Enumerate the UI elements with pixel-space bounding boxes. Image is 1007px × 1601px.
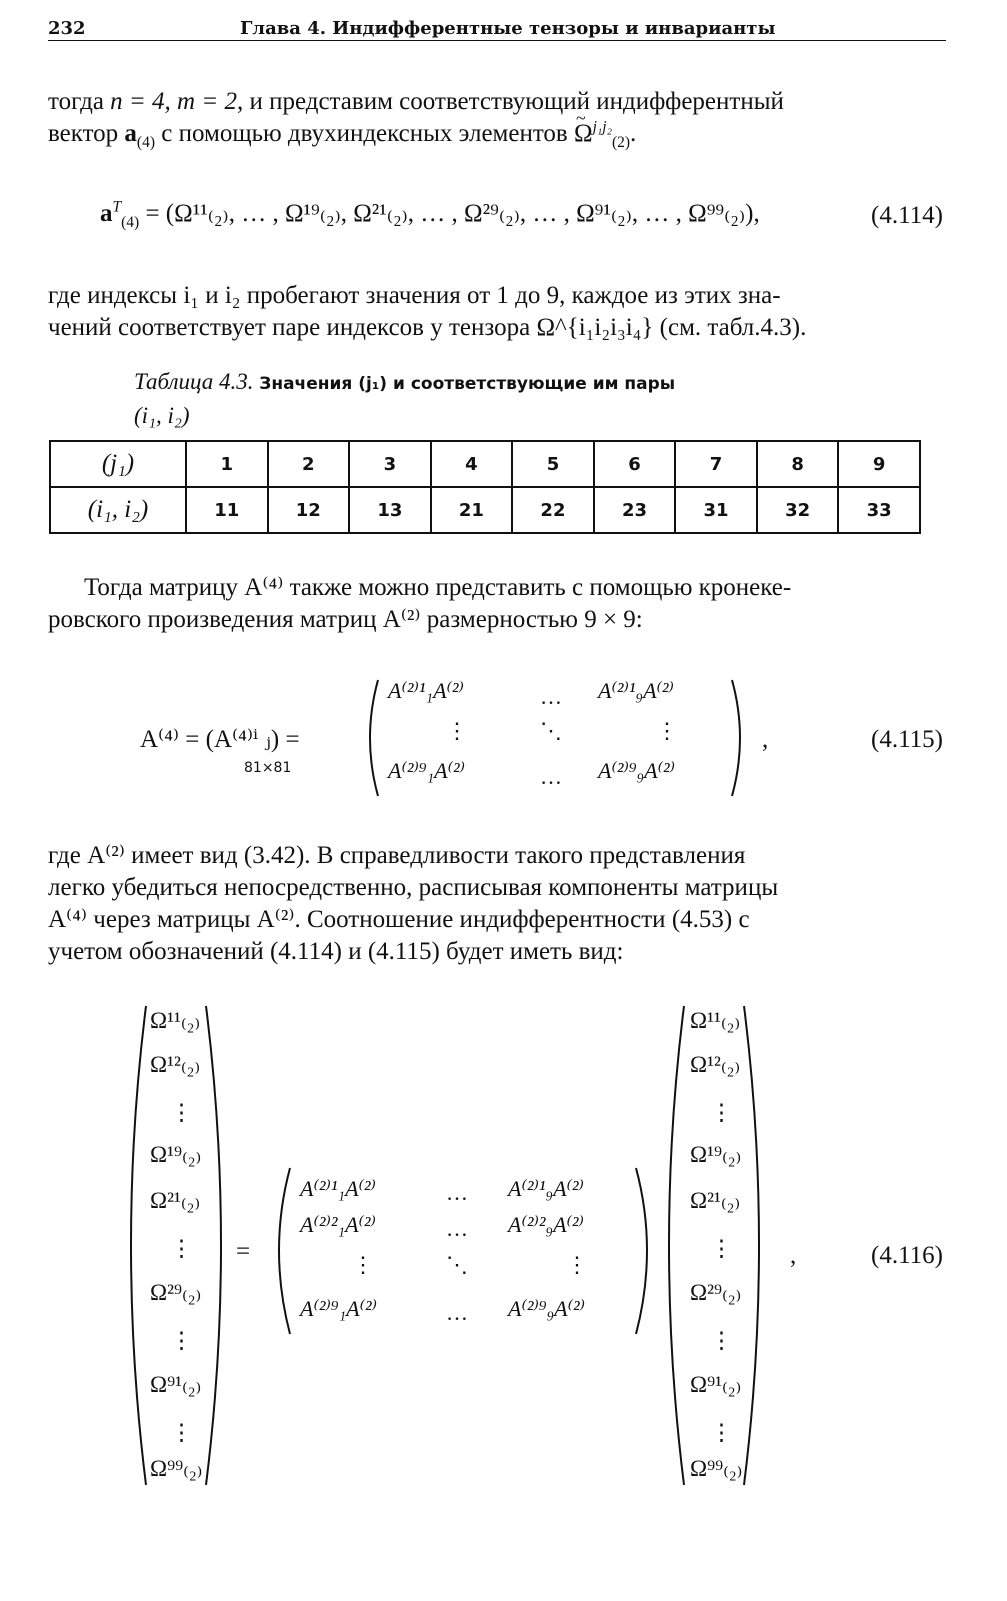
matrix-cell: A⁽²⁾¹₁A⁽²⁾: [300, 1176, 376, 1201]
vector-entry: Ω⁹⁹₍₂₎: [150, 1456, 203, 1481]
table-cell: 7: [675, 441, 757, 487]
matrix-cell: A⁽²⁾⁹₉A⁽²⁾: [508, 1296, 585, 1321]
text-span: тогда: [48, 88, 111, 115]
vector-entry: Ω¹⁹₍₂₎: [150, 1142, 202, 1167]
matrix-cell: A⁽²⁾¹₉A⁽²⁾: [598, 678, 674, 703]
vector-entry: Ω¹²₍₂₎: [150, 1052, 201, 1077]
matrix-cell: A⁽²⁾¹₁A⁽²⁾: [388, 678, 464, 703]
table-cell: 13: [349, 487, 431, 533]
vector-entry: Ω⁹¹₍₂₎: [690, 1372, 742, 1397]
vector-vdots: ⋮: [710, 1100, 733, 1125]
paragraph-line: Тогда матрицу A⁽⁴⁾ также можно представить с помощью кронеке-: [84, 574, 792, 601]
matrix-cell: A⁽²⁾⁹₁A⁽²⁾: [300, 1296, 377, 1321]
ddots: ⋱: [540, 718, 562, 743]
vector-entry: Ω⁹⁹₍₂₎: [690, 1456, 743, 1481]
table-cell: 32: [757, 487, 839, 533]
table-cell: 31: [675, 487, 757, 533]
superscript: j₁j₂: [592, 118, 612, 136]
vector-entry: Ω¹⁹₍₂₎: [690, 1142, 742, 1167]
left-vector-left-paren: [131, 1006, 146, 1485]
hdots: …: [446, 1300, 468, 1325]
table-cell: 23: [594, 487, 676, 533]
matrix-cell: A⁽²⁾²₉A⁽²⁾: [508, 1212, 584, 1237]
right-vector-right-paren: [744, 1006, 759, 1485]
page-number: 232: [48, 18, 86, 39]
paragraph-line: A⁽⁴⁾ через матрицы A⁽²⁾. Соотношение индифферентности (4.53) с: [48, 906, 750, 933]
caption-line2: (i₁, i₂): [134, 403, 190, 428]
vector-vdots: ⋮: [170, 1236, 193, 1261]
vector-entry: Ω²¹₍₂₎: [690, 1188, 741, 1213]
text-span: .: [630, 120, 637, 147]
caption-label: Таблица 4.3.: [134, 369, 254, 394]
omega-symbol: ~ Ω: [574, 118, 593, 150]
equation-number: (4.114): [871, 202, 943, 229]
matrix-cell: A⁽²⁾¹₉A⁽²⁾: [508, 1176, 584, 1201]
vdots: ⋮: [656, 718, 678, 743]
subscript: (2): [611, 134, 631, 151]
table-cell: 1: [186, 441, 268, 487]
vector-vdots: ⋮: [170, 1328, 193, 1353]
row-header: (j₁): [50, 441, 186, 487]
text-span: вектор: [48, 120, 125, 147]
table-cell: 9: [838, 441, 920, 487]
paragraph-line: где A⁽²⁾ имеет вид (3.42). В справедливости такого представления: [48, 842, 746, 869]
matrix-cell: A⁽²⁾⁹₁A⁽²⁾: [388, 758, 465, 783]
table-cell: 33: [838, 487, 920, 533]
vector-entry: Ω²¹₍₂₎: [150, 1188, 201, 1213]
paragraph-line: где индексы i₁ и i₂ пробегают значения от 1 до 9, каждое из этих зна-: [48, 282, 781, 309]
vector-vdots: ⋮: [710, 1420, 733, 1445]
paragraph-line: учетом обозначений (4.114) и (4.115) будет иметь вид:: [48, 938, 624, 965]
equals-sign: =: [236, 1238, 251, 1265]
table-cell: 22: [512, 487, 594, 533]
paragraph-line: чений соответствует паре индексов у тензора Ω^{i₁i₂i₃i₄} (см. табл.4.3).: [48, 314, 807, 341]
equation-rhs: = (Ω¹¹₍₂₎, … , Ω¹⁹₍₂₎, Ω²¹₍₂₎, … , Ω²⁹₍₂₎, … , Ω⁹¹₍₂₎, … , Ω⁹⁹₍₂₎),: [145, 200, 760, 227]
table-cell: 2: [268, 441, 350, 487]
equation-comma: ,: [762, 726, 769, 753]
running-title: Глава 4. Индифферентные тензоры и инварианты: [240, 18, 776, 39]
caption-text: Значения (j₁) и соответствующие им пары: [259, 374, 676, 394]
superscript: T: [112, 198, 122, 216]
vector-vdots: ⋮: [170, 1100, 193, 1125]
vector-entry: Ω¹¹₍₂₎: [690, 1008, 741, 1033]
vector-entry: Ω²⁹₍₂₎: [150, 1280, 202, 1305]
vector-vdots: ⋮: [710, 1328, 733, 1353]
vector-symbol: a: [124, 120, 137, 147]
text-span: , и представим соответствующий индифферентный: [236, 88, 784, 115]
text-span: с помощью двухиндексных элементов: [155, 120, 574, 147]
equation-number: (4.116): [871, 1242, 943, 1269]
table-cell: 12: [268, 487, 350, 533]
hdots: …: [540, 684, 562, 709]
right-vector-left-paren: [669, 1006, 684, 1485]
vector-vdots: ⋮: [170, 1420, 193, 1445]
hdots: …: [446, 1180, 468, 1205]
hdots: …: [540, 764, 562, 789]
vector-vdots: ⋮: [710, 1236, 733, 1261]
table-cell: 3: [349, 441, 431, 487]
vdots: ⋮: [446, 718, 468, 743]
table-cell: 8: [757, 441, 839, 487]
vdots: ⋮: [352, 1252, 374, 1277]
math-inline: n = 4, m = 2: [110, 88, 237, 115]
paragraph-line: ровского произведения матриц A⁽²⁾ размерностью 9 × 9:: [48, 606, 643, 633]
vector-entry: Ω⁹¹₍₂₎: [150, 1372, 202, 1397]
vector-symbol: a: [100, 200, 113, 227]
table-cell: 11: [186, 487, 268, 533]
table-cell: 21: [431, 487, 513, 533]
equation-comma: ,: [790, 1242, 797, 1269]
matrix-cell: A⁽²⁾²₁A⁽²⁾: [300, 1212, 376, 1237]
vdots: ⋮: [566, 1252, 588, 1277]
vector-entry: Ω¹²₍₂₎: [690, 1052, 741, 1077]
vector-entry: Ω²⁹₍₂₎: [690, 1280, 742, 1305]
ddots: ⋱: [446, 1252, 468, 1277]
left-vector-right-paren: [206, 1006, 221, 1485]
table-cell: 5: [512, 441, 594, 487]
subscript: (4): [121, 214, 140, 231]
equation-subscript: 81×81: [244, 760, 292, 776]
row-header: (i₁, i₂): [50, 487, 186, 533]
vector-entry: Ω¹¹₍₂₎: [150, 1008, 201, 1033]
table-cell: 6: [594, 441, 676, 487]
matrix-left-paren: [279, 1168, 290, 1334]
matrix-right-paren: [636, 1168, 647, 1334]
hdots: …: [446, 1216, 468, 1241]
equation-lhs: A⁽⁴⁾ = (A⁽⁴⁾ⁱ ⱼ) =: [140, 726, 300, 753]
matrix-cell: A⁽²⁾⁹₉A⁽²⁾: [598, 758, 675, 783]
paragraph-line: легко убедиться непосредственно, расписывая компоненты матрицы: [48, 874, 779, 901]
subscript: (4): [136, 134, 155, 151]
equation-number: (4.115): [871, 726, 943, 753]
table-cell: 4: [431, 441, 513, 487]
